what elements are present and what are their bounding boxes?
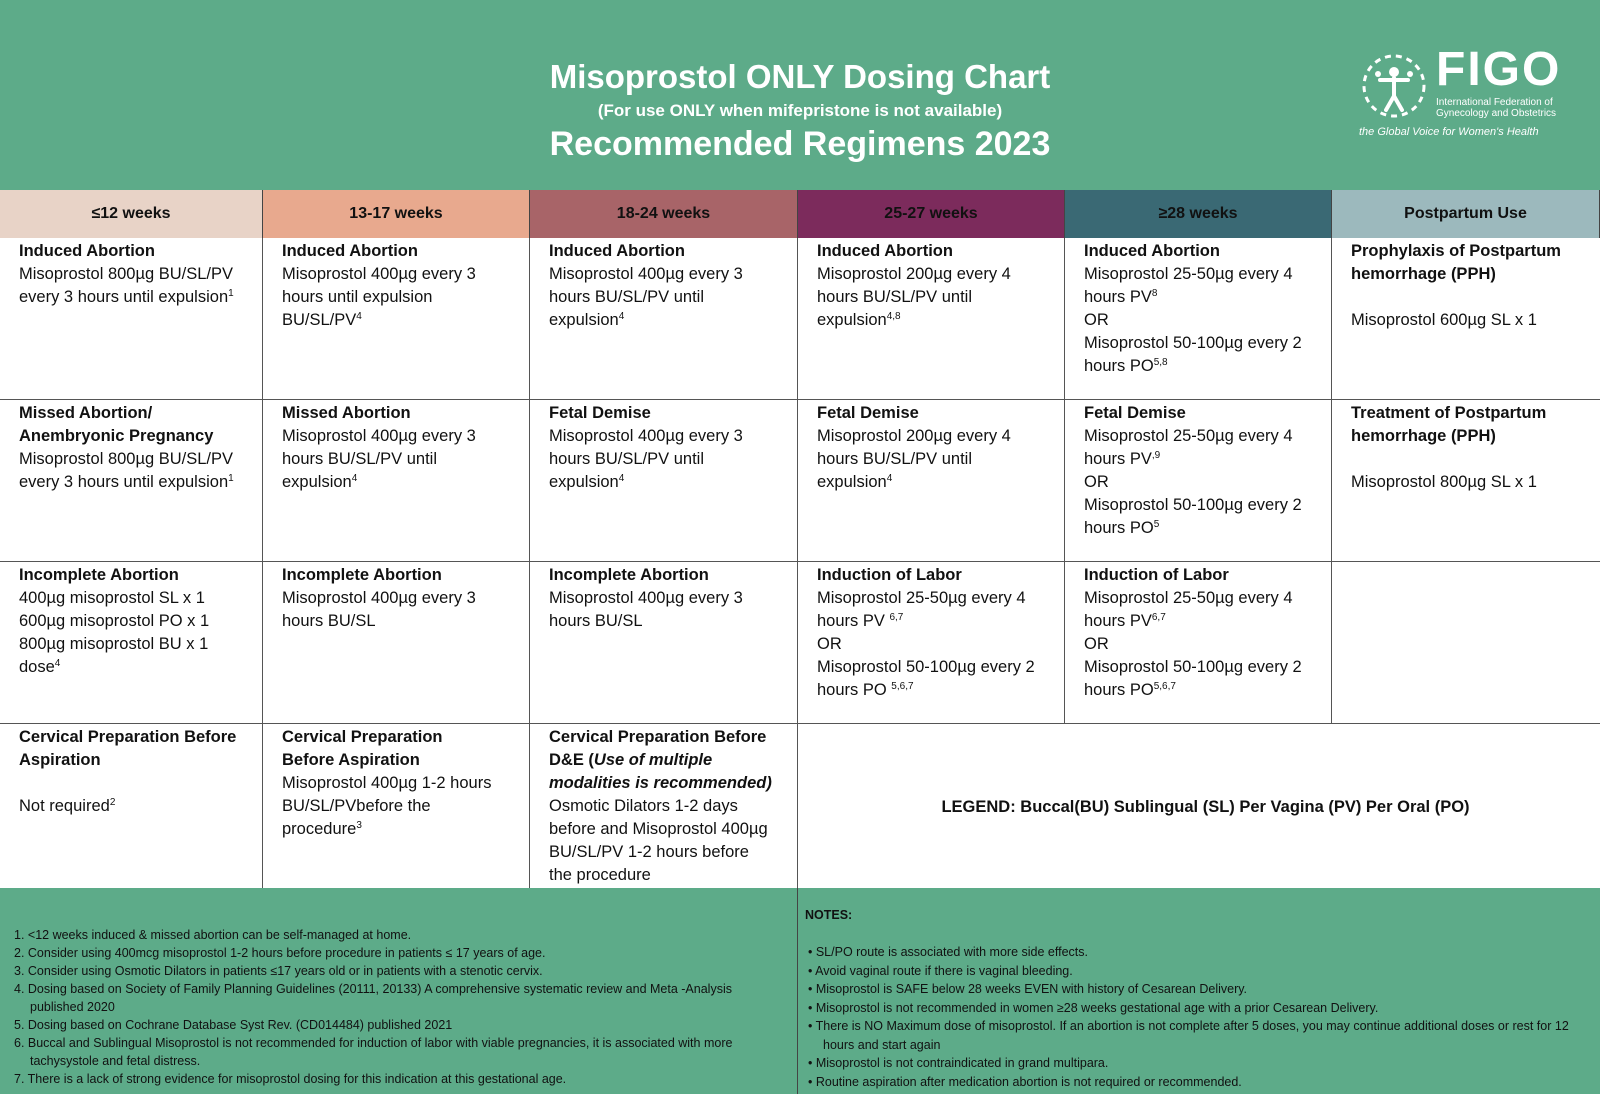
footnote-item: 5. Dosing based on Cochrane Database Syst Rev. (CD014484) published 2021 xyxy=(14,1018,453,1032)
cell-cervical-prep-13-17w: Cervical Preparation Before Aspiration Misoprostol 400µg 1-2 hours BU/SL/PVbefore the procedure$^3$ xyxy=(263,724,530,888)
note-item: • SL/PO route is associated with more side effects. xyxy=(808,945,1088,959)
legend: LEGEND: Buccal(BU) Sublingual (SL) Per Vagina (PV) Per Oral (PO) xyxy=(941,797,1470,816)
cell-incomplete-abortion-18-24w: Incomplete Abortion Misoprostol 400µg every 3 hours BU/SL xyxy=(530,562,798,724)
cell-fetal-demise-18-24w: Fetal Demise Misoprostol 400µg every 3 hours BU/SL/PV until expulsion$^4$ xyxy=(530,400,798,562)
cell-induced-abortion-12w: Induced Abortion Misoprostol 800µg BU/SL/PV every 3 hours until expulsion$^1$ xyxy=(0,238,263,400)
cell-postpartum-empty xyxy=(1332,562,1600,724)
notes-heading: NOTES: xyxy=(805,908,853,922)
column-header-12-weeks: ≤12 weeks xyxy=(0,190,263,238)
figo-logo xyxy=(1356,43,1576,145)
cell-pph-prophylaxis: Prophylaxis of Postpartum hemorrhage (PPH) Misoprostol 600µg SL x 1 xyxy=(1332,238,1600,400)
column-header-postpartum: Postpartum Use xyxy=(1332,190,1600,238)
cell-induced-abortion-25-27w: Induced Abortion Misoprostol 200µg every 4 hours BU/SL/PV until expulsion$^{4,8}$ xyxy=(798,238,1065,400)
note-item: • There is NO Maximum dose of misoprostol. If an abortion is not complete after 5 doses, you may continue additional doses or rest for 12 hours and start again xyxy=(808,1019,1569,1052)
footnote-item: 4. Dosing based on Society of Family Planning Guidelines (20111, 20133) A comprehensive systematic review and Meta -Analysis published 2020 xyxy=(14,982,732,1014)
cell-induced-abortion-18-24w: Induced Abortion Misoprostol 400µg every 3 hours BU/SL/PV until expulsion$^4$ xyxy=(530,238,798,400)
footnote-item: 3. Consider using Osmotic Dilators in patients ≤17 years old or in patients with a stenotic cervix. xyxy=(14,964,543,978)
column-header-18-24-weeks: 18-24 weeks xyxy=(530,190,798,238)
page-title: Misoprostol ONLY Dosing Chart xyxy=(549,58,1051,95)
cell-induced-abortion-13-17w: Induced Abortion Misoprostol 400µg every 3 hours until expulsion $BU/SL/PV^4$ xyxy=(263,238,530,400)
footnote-item: 2. Consider using 400mcg misoprostol 1-2 hours before procedure in patients ≤ 17 years of age. xyxy=(14,946,546,960)
cell-incomplete-abortion-12w: Incomplete Abortion 400µg misoprostol SL x 1 600µg misoprostol PO x 1 800µg misoprostol BU x 1 dose$^4$ xyxy=(0,562,263,724)
page-header xyxy=(0,0,1600,190)
footnote-item: 6. Buccal and Sublingual Misoprostol is not recommended for induction of labor with viable pregnancies, it is associated with more tachysystole and fetal distress. xyxy=(14,1036,733,1068)
page-subtitle: (For use ONLY when mifepristone is not available) xyxy=(597,101,1003,120)
cell-cervical-prep-12w: Cervical Preparation Before Aspiration Not required$^2$ xyxy=(0,724,263,888)
figo-org-name: International Federation of Gynecology and Obstetrics xyxy=(1436,97,1557,119)
cell-induced-abortion-28w: Induced Abortion Misoprostol 25-50µg every 4 hours $PV^8$ OR Misoprostol 50-100µg every 2 hours PO$^{5,8}$ xyxy=(1065,238,1332,400)
figo-tagline: the Global Voice for Women's Health xyxy=(1359,126,1539,138)
figo-wordmark: FIGO xyxy=(1436,43,1562,96)
figo-emblem-icon xyxy=(1356,50,1432,122)
note-item: • Routine aspiration after medication abortion is not required or recommended. xyxy=(808,1074,1242,1089)
note-item: • Misoprostol is SAFE below 28 weeks EVEN with history of Cesarean Delivery. xyxy=(808,982,1248,996)
column-header-25-27-weeks: 25-27 weeks xyxy=(798,190,1065,238)
cell-missed-abortion-12w: Missed Abortion/ Anembryonic Pregnancy Misoprostol 800µg BU/SL/PV every 3 hours until expulsion$^1$ xyxy=(0,400,263,562)
cell-incomplete-abortion-13-17w: Incomplete Abortion Misoprostol 400µg every 3 hours BU/SL xyxy=(263,562,530,724)
footnote-item: 7. There is a lack of strong evidence for misoprostol dosing for this indication at this gestational age. xyxy=(14,1072,567,1086)
note-item: • Avoid vaginal route if there is vaginal bleeding. xyxy=(808,963,1073,978)
footer-divider xyxy=(797,888,798,1094)
column-header-13-17-weeks: 13-17 weeks xyxy=(263,190,530,238)
page-footer xyxy=(0,888,1600,1094)
footnotes-list xyxy=(14,926,784,1088)
cell-pph-treatment: Treatment of Postpartum hemorrhage (PPH) Misoprostol 800µg SL x 1 xyxy=(1332,400,1600,562)
note-item: • Misoprostol is not recommended in women ≥28 weeks gestational age with a prior Cesarean Delivery. xyxy=(808,1000,1379,1015)
dosing-table xyxy=(0,190,1600,888)
regimens-title: Recommended Regimens 2023 xyxy=(549,125,1051,163)
cell-cervical-prep-18-24w: Cervical Preparation Before D&E (Use of multiple modalities is recommended) Osmotic Dilators 1-2 days before and Misoprostol 400µg BU/SL/PV 1-2 hours before the procedure xyxy=(530,724,798,888)
column-header-28-weeks: ≥28 weeks xyxy=(1065,190,1332,238)
notes-list xyxy=(808,943,1588,1091)
cell-induction-of-labor-25-27w: Induction of Labor Misoprostol 25-50µg every 4 hours PV $^{6,7}$ OR Misoprostol 50-100µg every 2 hours PO $^{5,6,7}$ xyxy=(798,562,1065,724)
cell-fetal-demise-28w: Fetal Demise Misoprostol 25-50µg every 4 hours $PV^{,9}$ OR Misoprostol 50-100µg every 2 hours $PO^5$ xyxy=(1065,400,1332,562)
cell-induction-of-labor-28w: Induction of Labor Misoprostol 25-50µg every 4 hours PV$^{6,7}$ OR Misoprostol 50-100µg every 2 hours PO$^{5,6,7}$ xyxy=(1065,562,1332,724)
cell-fetal-demise-25-27w: Fetal Demise Misoprostol 200µg every 4 hours BU/SL/PV until expulsion$^4$ xyxy=(798,400,1065,562)
footnote-item: 1. <12 weeks induced & missed abortion can be self-managed at home. xyxy=(14,928,412,942)
cell-missed-abortion-13-17w: Missed Abortion Misoprostol 400µg every 3 hours BU/SL/PV until expulsion$^4$ xyxy=(263,400,530,562)
note-item: • Misoprostol is not contraindicated in grand multipara. xyxy=(808,1056,1109,1070)
